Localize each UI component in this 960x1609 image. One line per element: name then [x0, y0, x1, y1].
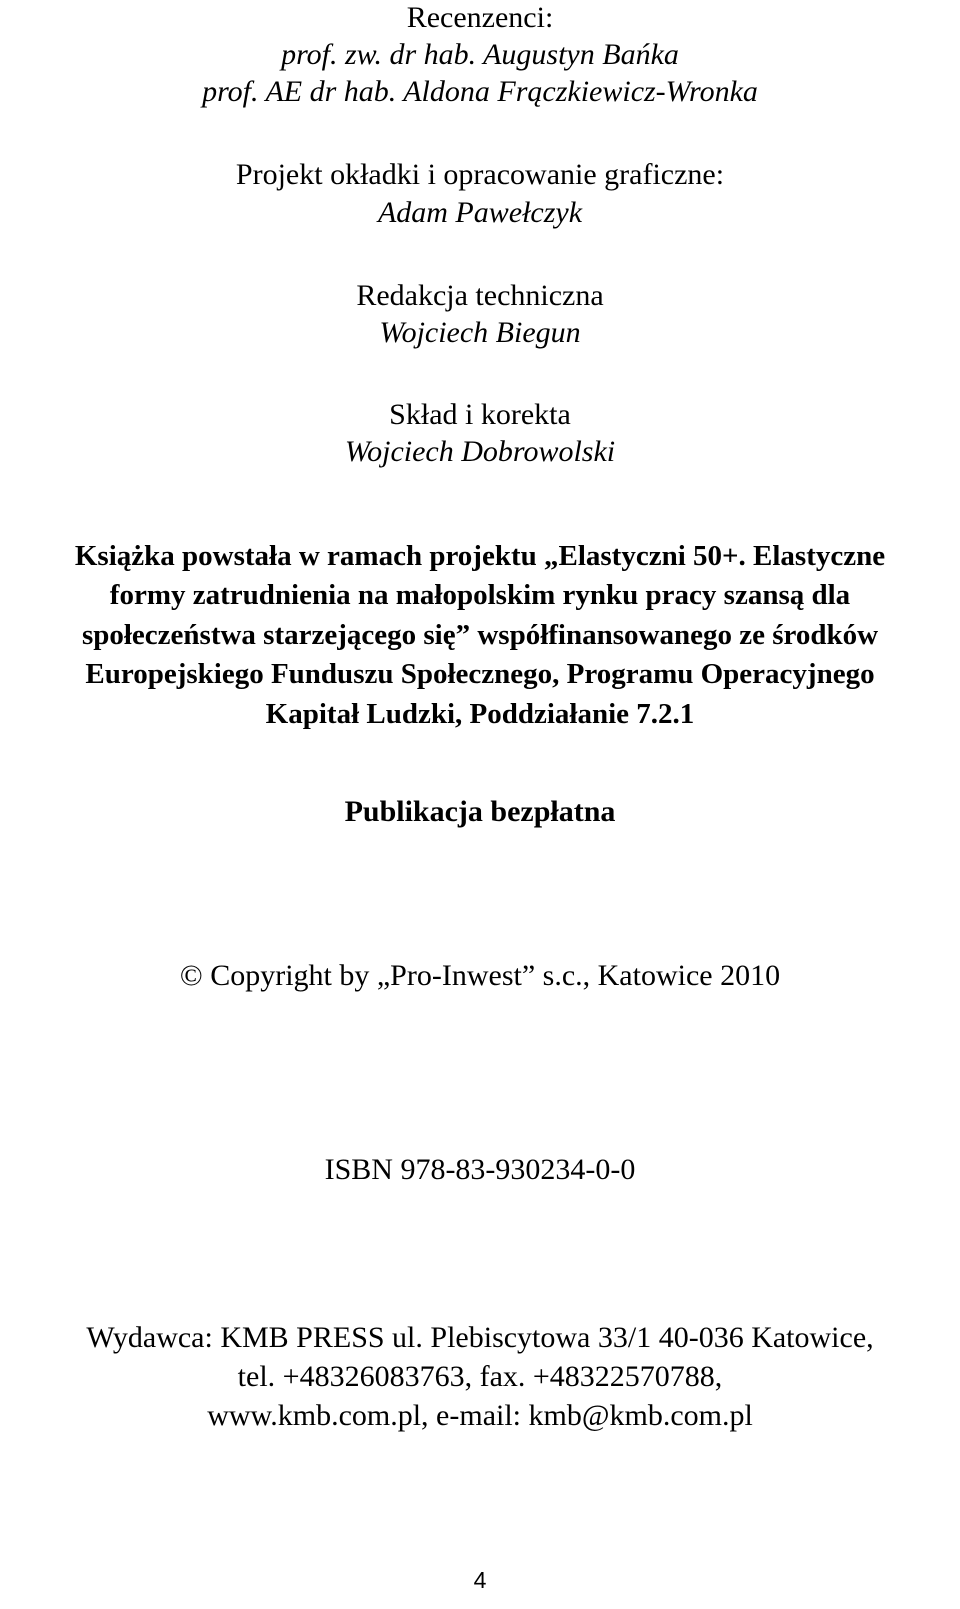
typesetting-label: Skład i korekta: [389, 398, 571, 431]
publisher-line: www.kmb.com.pl, e-mail: kmb@kmb.com.pl: [207, 1399, 753, 1432]
copyright-line: © Copyright by „Pro-Inwest” s.c., Katowice 2010: [179, 959, 781, 992]
isbn: ISBN 978-83-930234-0-0: [324, 1153, 636, 1186]
publisher-line: tel. +48326083763, fax. +48322570788,: [237, 1360, 723, 1393]
reviewers-heading: Recenzenci:: [406, 1, 554, 34]
publisher-line: Wydawca: KMB PRESS ul. Plebiscytowa 33/1 40-036 Katowice,: [86, 1321, 874, 1354]
page-number: 4: [473, 1567, 487, 1593]
cover-designer-name: Adam Pawełczyk: [377, 196, 583, 229]
free-publication-note: Publikacja bezpłatna: [344, 795, 616, 828]
project-note-line: społeczeństwa starzejącego się” współfinansowanego ze środków: [81, 619, 879, 651]
project-note-line: formy zatrudnienia na małopolskim rynku pracy szansą dla: [109, 579, 851, 611]
typesetter-name: Wojciech Dobrowolski: [344, 435, 616, 468]
reviewer-name: prof. AE dr hab. Aldona Frączkiewicz-Wronka: [202, 75, 758, 108]
project-note-line: Europejskiego Funduszu Społecznego, Programu Operacyjnego: [85, 658, 875, 690]
tech-editor-name: Wojciech Biegun: [379, 316, 581, 349]
project-note-line: Książka powstała w ramach projektu „Elastyczni 50+. Elastyczne: [74, 540, 886, 572]
cover-design-label: Projekt okładki i opracowanie graficzne:: [235, 158, 725, 191]
project-note-line: Kapitał Ludzki, Poddziałanie 7.2.1: [265, 698, 695, 730]
reviewer-name: prof. zw. dr hab. Augustyn Bańka: [281, 38, 679, 71]
tech-editing-label: Redakcja techniczna: [356, 279, 604, 312]
